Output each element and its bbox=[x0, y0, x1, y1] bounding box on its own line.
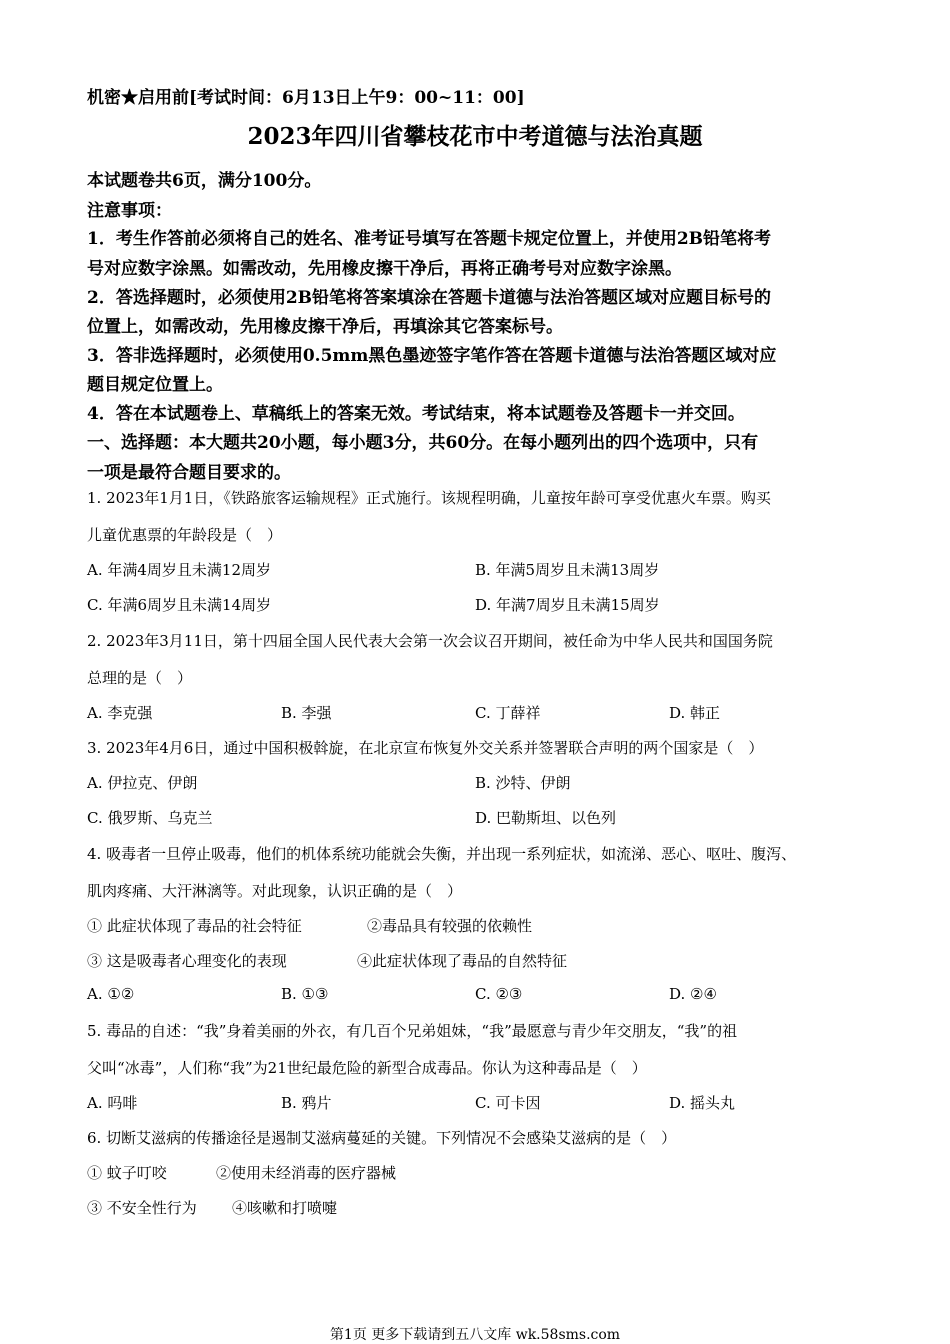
question-5-option-c: C. 可卡因 bbox=[475, 1094, 541, 1112]
question-2-option-d: D. 韩正 bbox=[669, 704, 721, 722]
question-2-option-a: A. 李克强 bbox=[87, 704, 153, 722]
page-title: 2023年四川省攀枝花市中考道德与法治真题 bbox=[247, 123, 703, 150]
note-line: 题目规定位置上。 bbox=[87, 375, 223, 395]
question-2-option-b: B. 李强 bbox=[281, 704, 332, 722]
question-3-option-b: B. 沙特、伊朗 bbox=[475, 774, 571, 792]
question-4-statement: ②毒品具有较强的依赖性 bbox=[367, 917, 533, 935]
question-4-option-c: C. ②③ bbox=[475, 985, 523, 1003]
question-1-option-c: C. 年满6周岁且未满14周岁 bbox=[87, 596, 272, 614]
question-4-statement: ① 此症状体现了毒品的社会特征 bbox=[87, 917, 302, 935]
question-4-stem: 4. 吸毒者一旦停止吸毒，他们的机体系统功能就会失衡，并出现一系列症状，如流涕、恶心、呕吐、腹泻、 bbox=[87, 845, 797, 863]
note-line: 号对应数字涂黑。如需改动，先用橡皮擦干净后，再将正确考号对应数字涂黑。 bbox=[87, 259, 682, 279]
question-6-statement: ③ 不安全性行为 bbox=[87, 1199, 197, 1217]
pages-score: 本试题卷共6页，满分100分。 bbox=[87, 171, 322, 191]
note-line: 3．答非选择题时，必须使用0.5mm黑色墨迹签字笔作答在答题卡道德与法治答题区域对应 bbox=[87, 346, 777, 366]
question-3-option-d: D. 巴勒斯坦、以色列 bbox=[475, 809, 617, 827]
question-6-statement: ②使用未经消毒的医疗器械 bbox=[216, 1164, 397, 1182]
question-4-statement: ④此症状体现了毒品的自然特征 bbox=[357, 952, 568, 970]
question-4-option-a: A. ①② bbox=[87, 985, 135, 1003]
notes-heading: 注意事项： bbox=[87, 201, 172, 221]
question-1-option-b: B. 年满5周岁且未满13周岁 bbox=[475, 561, 660, 579]
section-heading-cont: 一项是最符合题目要求的。 bbox=[87, 463, 291, 483]
note-line: 4．答在本试题卷上、草稿纸上的答案无效。考试结束，将本试题卷及答题卡一并交回。 bbox=[87, 404, 745, 424]
question-5-option-b: B. 鸦片 bbox=[281, 1094, 332, 1112]
question-4-stem-cont: 肌肉疼痛、大汗淋漓等。对此现象，认识正确的是（ ） bbox=[87, 882, 463, 900]
question-2-stem-cont: 总理的是（ ） bbox=[87, 669, 193, 687]
question-3-stem: 3. 2023年4月6日，通过中国积极斡旋，在北京宣布恢复外交关系并签署联合声明的两个国家是（ ） bbox=[87, 739, 764, 757]
question-5-option-d: D. 摇头丸 bbox=[669, 1094, 736, 1112]
question-2-stem: 2. 2023年3月11日，第十四届全国人民代表大会第一次会议召开期间，被任命为中华人民共和国国务院 bbox=[87, 632, 773, 650]
question-1-stem-cont: 儿童优惠票的年龄段是（ ） bbox=[87, 526, 283, 544]
question-5-stem-cont: 父叫“冰毒”，人们称“我”为21世纪最危险的新型合成毒品。你认为这种毒品是（ ） bbox=[87, 1059, 647, 1077]
note-line: 位置上，如需改动，先用橡皮擦干净后，再填涂其它答案标号。 bbox=[87, 317, 563, 337]
confidential-header: 机密★启用前[考试时间：6月13日上午9：00~11：00] bbox=[87, 88, 525, 108]
question-6-statement: ④咳嗽和打喷嚏 bbox=[232, 1199, 338, 1217]
note-line: 2．答选择题时，必须使用2B铅笔将答案填涂在答题卡道德与法治答题区域对应题目标号的 bbox=[87, 288, 772, 308]
question-1-option-d: D. 年满7周岁且未满15周岁 bbox=[475, 596, 660, 614]
question-3-option-a: A. 伊拉克、伊朗 bbox=[87, 774, 198, 792]
question-4-option-d: D. ②④ bbox=[669, 985, 717, 1003]
question-6-stem: 6. 切断艾滋病的传播途径是遏制艾滋病蔓延的关键。下列情况不会感染艾滋病的是（ ） bbox=[87, 1129, 677, 1147]
question-2-option-c: C. 丁薛祥 bbox=[475, 704, 541, 722]
question-4-statement: ③ 这是吸毒者心理变化的表现 bbox=[87, 952, 287, 970]
section-heading: 一、选择题：本大题共20小题，每小题3分，共60分。在每小题列出的四个选项中，只有 bbox=[87, 433, 759, 453]
question-1-stem: 1. 2023年1月1日，《铁路旅客运输规程》正式施行。该规程明确，儿童按年龄可享受优惠火车票。购买 bbox=[87, 489, 771, 507]
question-5-option-a: A. 吗啡 bbox=[87, 1094, 138, 1112]
question-1-option-a: A. 年满4周岁且未满12周岁 bbox=[87, 561, 271, 579]
page-footer: 第1页 更多下载请到五八文库 wk.58sms.com bbox=[329, 1327, 621, 1343]
question-4-option-b: B. ①③ bbox=[281, 985, 329, 1003]
question-3-option-c: C. 俄罗斯、乌克兰 bbox=[87, 809, 213, 827]
note-line: 1．考生作答前必须将自己的姓名、准考证号填写在答题卡规定位置上，并使用2B铅笔将考 bbox=[87, 229, 772, 249]
question-6-statement: ① 蚊子叮咬 bbox=[87, 1164, 167, 1182]
question-5-stem: 5. 毒品的自述：“我”身着美丽的外衣，有几百个兄弟姐妹，“我”最愿意与青少年交朋友，“我”的祖 bbox=[87, 1022, 738, 1040]
